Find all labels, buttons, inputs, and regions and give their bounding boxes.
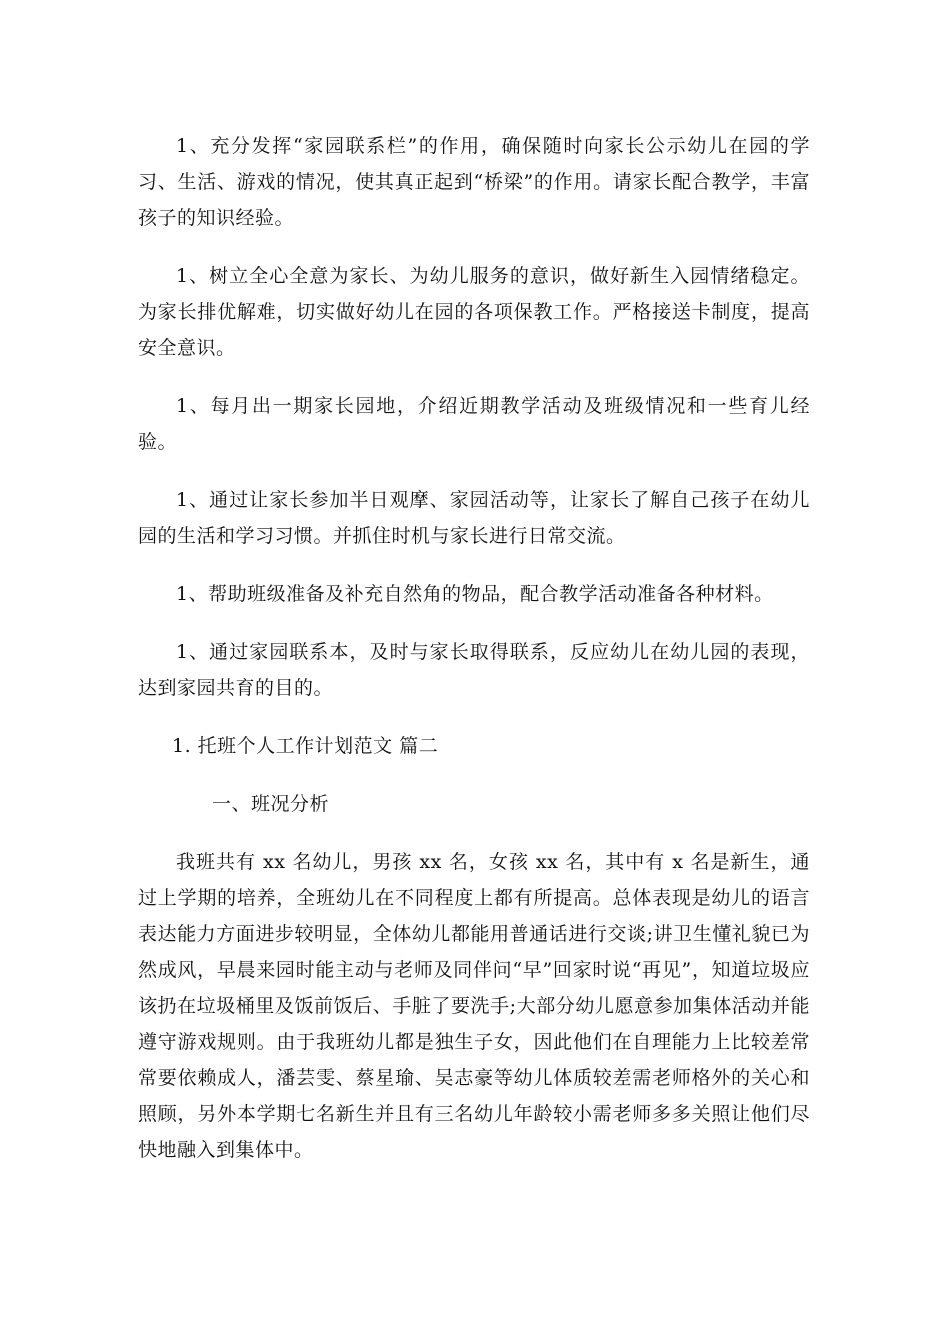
paragraph-nature-corner: 1、帮助班级准备及补充自然角的物品，配合教学活动准备各种材料。 — [176, 583, 774, 605]
section-title-part-two: 1. 托班个人工作计划范文 篇二 — [172, 735, 439, 757]
paragraph-contact-book: 1、通过家园联系本，及时与家长取得联系，反应幼儿在幼儿园的表现，达到家园共育的目的。 — [138, 641, 810, 699]
section-heading-class-analysis: 一、班况分析 — [212, 793, 330, 815]
paragraph-parent-garden: 1、每月出一期家长园地，介绍近期教学活动及班级情况和一些育儿经验。 — [138, 395, 810, 453]
paragraph-half-day-observation: 1、通过让家长参加半日观摩、家园活动等，让家长了解自己孩子在幼儿园的生活和学习习惯。并抓住时机与家长进行日常交流。 — [138, 489, 810, 547]
paragraph-home-contact-board: 1、充分发挥“家园联系栏”的作用，确保随时向家长公示幼儿在园的学习、生活、游戏的情况，使其真正起到“桥梁”的作用。请家长配合教学，丰富孩子的知识经验。 — [138, 135, 810, 229]
paragraph-service-awareness: 1、树立全心全意为家长、为幼儿服务的意识，做好新生入园情绪稳定。为家长排优解难，切实做好幼儿在园的各项保教工作。严格接送卡制度，提高安全意识。 — [138, 265, 810, 359]
document-content — [138, 128, 810, 1168]
paragraph-class-analysis-body: 我班共有 xx 名幼儿，男孩 xx 名，女孩 xx 名，其中有 x 名是新生，通过上学期的培养，全班幼儿在不同程度上都有所提高。总体表现是幼儿的语言表达能力方面进步较明显，全体幼儿都能用普通话进行交谈;讲卫生懂礼貌已为然成风，早晨来园时能主动与老师及同伴问“早”回家时说“再见”，知道垃圾应该扔在垃圾桶里及饭前饭后、手脏了要洗手;大部分幼儿愿意参加集体活动并能遵守游戏规则。由于我班幼儿都是独生子女，因此他们在自理能力上比较差常常要依赖成人，潘芸雯、蔡星瑜、吴志豪等幼儿体质较差需老师格外的关心和照顾，另外本学期七名新生并且有三名幼儿年龄较小需老师多多关照让他们尽快地融入到集体中。 — [138, 851, 810, 1161]
